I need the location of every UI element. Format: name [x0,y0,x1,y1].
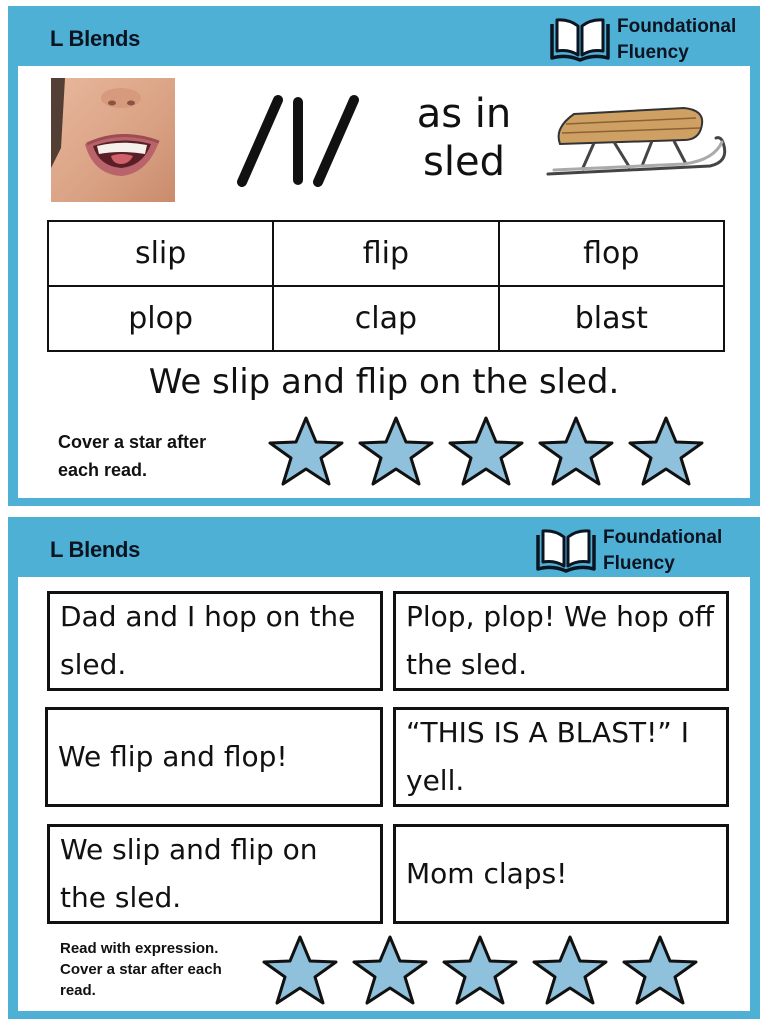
fluency-card-2 [8,517,760,1019]
star-icon[interactable] [440,935,520,1005]
card-panel [18,66,750,498]
word-cell: blast [499,286,724,351]
word-row [48,221,724,286]
word-cell: flop [499,221,724,286]
star-icon[interactable] [350,935,430,1005]
brand-text [603,525,722,577]
star-icon[interactable] [620,935,700,1005]
star-icon[interactable] [626,416,706,486]
word-cell: flip [273,221,498,286]
open-book-icon [535,527,597,575]
card-title: L Blends [50,537,141,562]
word-cell: slip [48,221,273,286]
instruction-text: Read with expression. Cover a star after each read. [60,940,222,999]
brand-logo [549,14,736,66]
card-title: L Blends [50,26,141,51]
word-cell: plop [48,286,273,351]
sentence-box: “THIS IS A BLAST!” I yell. [393,707,729,807]
sentence-box: We slip and flip on the sled. [47,824,383,924]
brand-line-1: Foundational [617,16,737,37]
sentence-box: Dad and I hop on the sled. [47,591,383,691]
brand-text [617,14,736,66]
sentence-box: We flip and flop! [45,707,383,807]
instruction-text: Cover a star after each read. [58,432,207,480]
open-book-icon [549,16,611,64]
brand-logo [535,525,722,577]
star-icon[interactable] [530,935,610,1005]
sound-symbol [232,94,362,190]
star-tracker [260,935,710,1005]
word-cell: clap [273,286,498,351]
brand-line-2: Fluency [617,42,689,63]
star-icon[interactable] [266,416,346,486]
star-icon[interactable] [356,416,436,486]
practice-sentence: We slip and flip on the sled. [148,362,620,402]
as-in-sled-text: as in sled [416,91,512,185]
brand-line-2: Fluency [603,553,675,574]
card-panel [18,577,750,1011]
mouth-photo [51,78,175,202]
sentence-box: Mom claps! [393,824,729,924]
fluency-card-1 [8,6,760,506]
sentence-box: Plop, plop! We hop off the sled. [393,591,729,691]
star-icon[interactable] [446,416,526,486]
star-icon[interactable] [536,416,616,486]
word-row [48,286,724,351]
word-grid [47,220,725,352]
brand-line-1: Foundational [603,527,723,548]
star-tracker [266,416,716,486]
star-icon[interactable] [260,935,340,1005]
sled-icon [534,102,734,182]
